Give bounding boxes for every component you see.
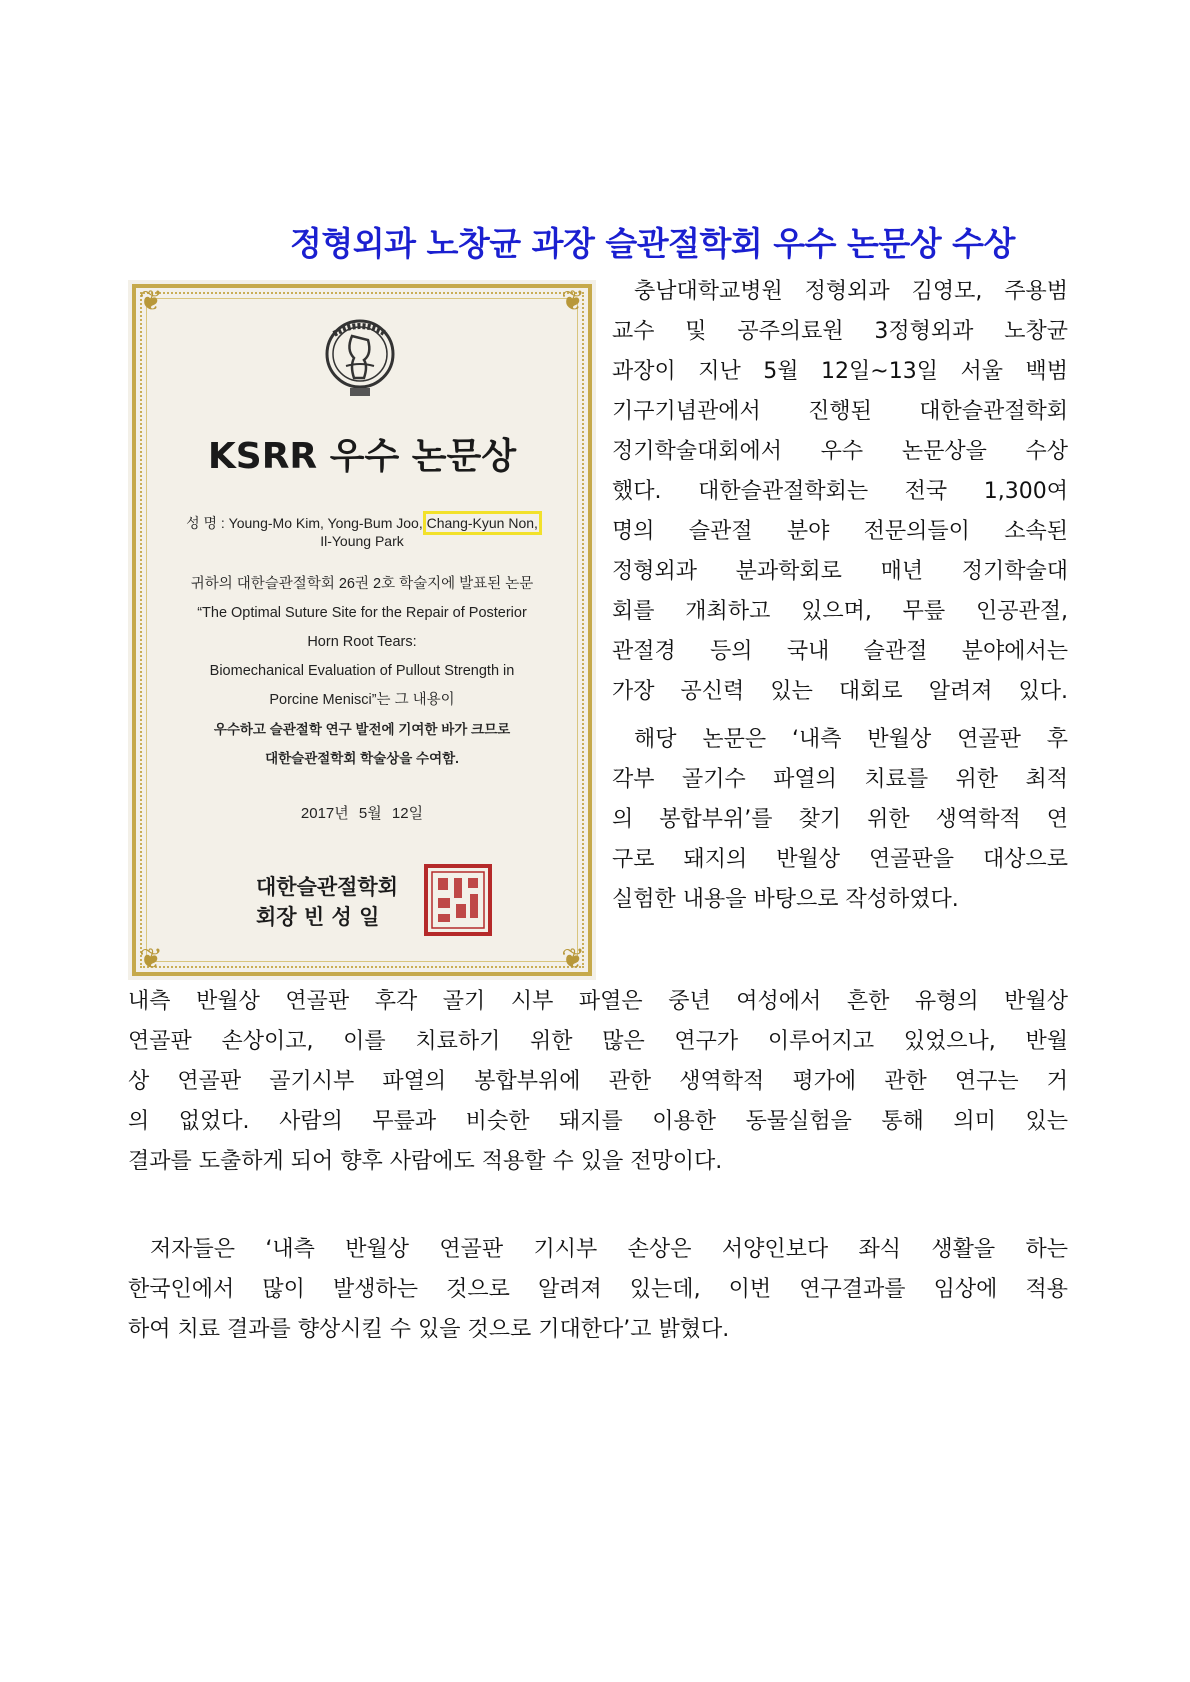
page-title: 정형외과 노창균 과장 슬관절학회 우수 논문상 수상 (290, 224, 1015, 263)
certificate-body-line: 귀하의 대한슬관절학회 26권 2호 학술지에 발표된 논문 (190, 576, 534, 592)
certificate-body-line: 우수하고 슬관절학 연구 발전에 기여한 바가 크므로 (213, 722, 511, 737)
text-line: 교수 및 공주의료원 3정형외과 노창균 (612, 319, 1068, 344)
certificate-heading: KSRR 우수 논문상 (207, 436, 517, 477)
certificate-image (128, 280, 596, 980)
article-paragraph-1 (612, 272, 1068, 712)
certificate-body-line: 대한슬관절학회 학술상을 수여함. (265, 751, 459, 766)
text-line: 회를 개최하고 있으며, 무릎 인공관절, (612, 599, 1068, 624)
certificate-body-line: Horn Root Tears: (307, 634, 417, 650)
recipients-names: 성 명 : Young-Mo Kim, Yong-Bum Joo, (186, 515, 427, 531)
certificate-body (154, 570, 570, 773)
text-line: 연골판 손상이고, 이를 치료하기 위한 많은 연구가 이루어지고 있었으나, 반월 (128, 1029, 1068, 1054)
text-line: 명의 슬관절 분야 전문의들이 소속된 (612, 519, 1068, 544)
text-line: 내측 반월상 연골판 후각 골기 시부 파열은 중년 여성에서 흔한 유형의 반월상 (128, 989, 1068, 1014)
recipients-names-line2: Il-Young Park (320, 533, 404, 549)
corner-ornament-icon: ❦ (561, 942, 585, 975)
text-line: 실험한 내용을 바탕으로 작성하였다. (612, 887, 959, 912)
certificate-date: 2017년 5월 12일 (300, 805, 424, 822)
text-line: 결과를 도출하게 되어 향후 사람에도 적용할 수 있을 전망이다. (128, 1149, 723, 1174)
article-paragraph-4 (128, 1230, 1068, 1350)
article-paragraph-3 (128, 982, 1068, 1182)
text-line: 각부 골기수 파열의 치료를 위한 최적 (612, 767, 1068, 792)
official-seal-icon (414, 864, 500, 938)
text-line: 한국인에서 많이 발생하는 것으로 알려져 있는데, 이번 연구결과를 임상에 적용 (128, 1277, 1068, 1302)
text-line: 구로 돼지의 반월상 연골판을 대상으로 (612, 847, 1068, 872)
text-line: 과장이 지난 5월 12일~13일 서울 백범 (612, 359, 1068, 384)
corner-ornament-icon: ❦ (561, 284, 585, 317)
text-line: 하여 치료 결과를 향상시킬 수 있을 것으로 기대한다’고 밝혔다. (128, 1317, 730, 1342)
issuer-president: 회장 빈 성 일 (256, 905, 380, 929)
article-paragraph-2 (612, 720, 1068, 920)
highlighted-recipient: Chang-Kyun Non, (426, 515, 538, 531)
text-line: 충남대학교병원 정형외과 김영모, 주용범 (634, 279, 1068, 304)
text-line: 가장 공신력 있는 대회로 알려져 있다. (612, 679, 1068, 704)
certificate-body-line: “The Optimal Suture Site for the Repair of Posterior (197, 605, 527, 621)
text-line: 해당 논문은 ‘내측 반월상 연골판 후 (634, 727, 1068, 752)
certificate-body-line: Porcine Menisci”는 그 내용이 (269, 692, 455, 708)
text-line: 의 봉합부위’를 찾기 위한 생역학적 연 (612, 807, 1068, 832)
corner-ornament-icon: ❦ (139, 284, 163, 317)
issuer-organization: 대한슬관절학회 (256, 875, 399, 899)
text-line: 기구기념관에서 진행된 대한슬관절학회 (612, 399, 1068, 424)
society-emblem-icon (324, 314, 396, 400)
text-line: 정기학술대회에서 우수 논문상을 수상 (612, 439, 1068, 464)
text-line: 했다. 대한슬관절학회는 전국 1,300여 (612, 479, 1068, 504)
text-line: 관절경 등의 국내 슬관절 분야에서는 (612, 639, 1068, 664)
corner-ornament-icon: ❦ (139, 942, 163, 975)
certificate-recipients (158, 514, 566, 550)
certificate-issuer (256, 872, 398, 932)
text-line: 상 연골판 골기시부 파열의 봉합부위에 관한 생역학적 평가에 관한 연구는 거 (128, 1069, 1068, 1094)
certificate-body-line: Biomechanical Evaluation of Pullout Strength in (209, 663, 515, 679)
text-line: 정형외과 분과학회로 매년 정기학술대 (612, 559, 1068, 584)
text-line: 저자들은 ‘내측 반월상 연골판 기시부 손상은 서양인보다 좌식 생활을 하는 (150, 1237, 1068, 1262)
text-line: 의 없었다. 사람의 무릎과 비슷한 돼지를 이용한 동물실험을 통해 의미 있는 (128, 1109, 1068, 1134)
